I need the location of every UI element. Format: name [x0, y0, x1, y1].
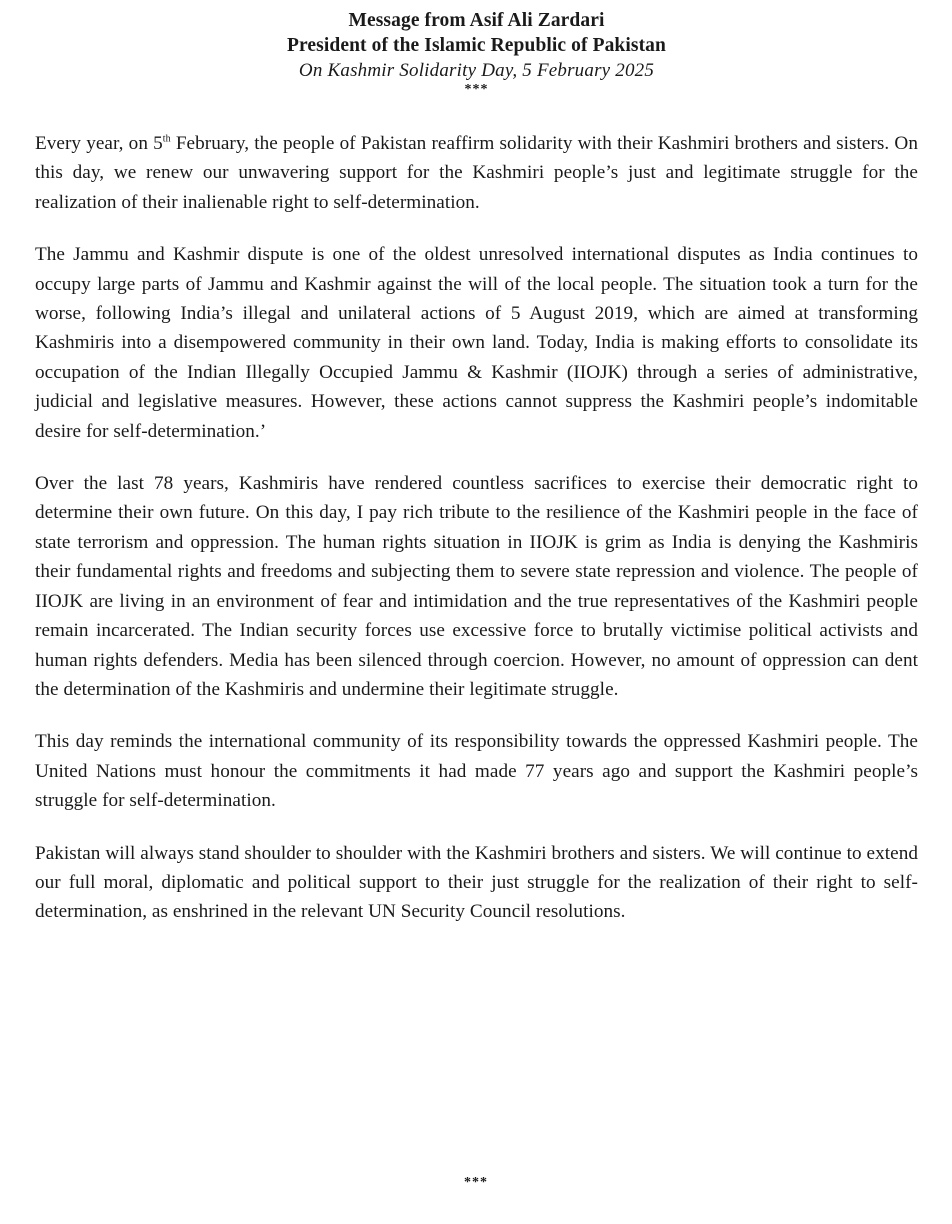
separator-bottom: *** [464, 1175, 488, 1190]
paragraph-1 [35, 129, 918, 217]
paragraph-3: Over the last 78 years, Kashmiris have rendered countless sacrifices to exercise their democratic right to determine their own future. On this day, I pay rich tribute to the resilience of the Kashmiri people in the face of state terrorism and oppression. The human rights situation in IIOJK is grim as India is denying the Kashmiris their fundamental rights and freedoms and subjecting them to severe state repression and violence. The people of IIOJK are living in an environment of fear and intimidation and the true representatives of the Kashmiri people remain incarcerated. The Indian security forces use excessive force to brutally victimise political activists and human rights defenders. Media has been silenced through coercion. However, no amount of oppression can dent the determination of the Kashmiris and undermine their legitimate struggle. [35, 473, 918, 700]
paragraph-1-rest: February, the people of Pakistan reaffirm solidarity with their Kashmiri brothers and sisters. On this day, we renew our unwavering support for the Kashmiri people’s just and legitimate struggle for the realization of their inalienable right to self-determination. [35, 133, 918, 213]
separator-top: *** [464, 82, 489, 97]
ordinal-suffix: th [162, 133, 171, 145]
paragraph-1-start: Every year, on 5 [35, 133, 163, 154]
document-occasion: On Kashmir Solidarity Day, 5 February 2025 [298, 60, 655, 81]
document-title: Message from Asif Ali Zardari [348, 10, 605, 31]
paragraph-4: This day reminds the international community of its responsibility towards the oppressed Kashmiri people. The United Nations must honour the commitments it had made 77 years ago and support the Kashmiri people’s struggle for self-determination. [35, 731, 918, 812]
document-subtitle: President of the Islamic Republic of Pakistan [287, 35, 666, 56]
paragraph-2: The Jammu and Kashmir dispute is one of the oldest unresolved international disputes as India continues to occupy large parts of Jammu and Kashmir against the will of the local people. The situation took a turn for the worse, following India’s illegal and unilateral actions of 5 August 2019, which are aimed at transforming Kashmiris into a disempowered community in their own land. Today, India is making efforts to consolidate its occupation of the Indian Illegally Occupied Jammu & Kashmir (IIOJK) through a series of administrative, judicial and legislative measures. However, these actions cannot suppress the Kashmiri people’s indomitable desire for self-determination.’ [35, 244, 918, 442]
paragraph-5: Pakistan will always stand shoulder to shoulder with the Kashmiri brothers and sisters. We will continue to extend our full moral, diplomatic and political support to their just struggle for the realization of their right to self-determination, as enshrined in the relevant UN Security Council resolutions. [35, 842, 918, 923]
document-body [35, 129, 918, 927]
document-header [35, 0, 918, 97]
